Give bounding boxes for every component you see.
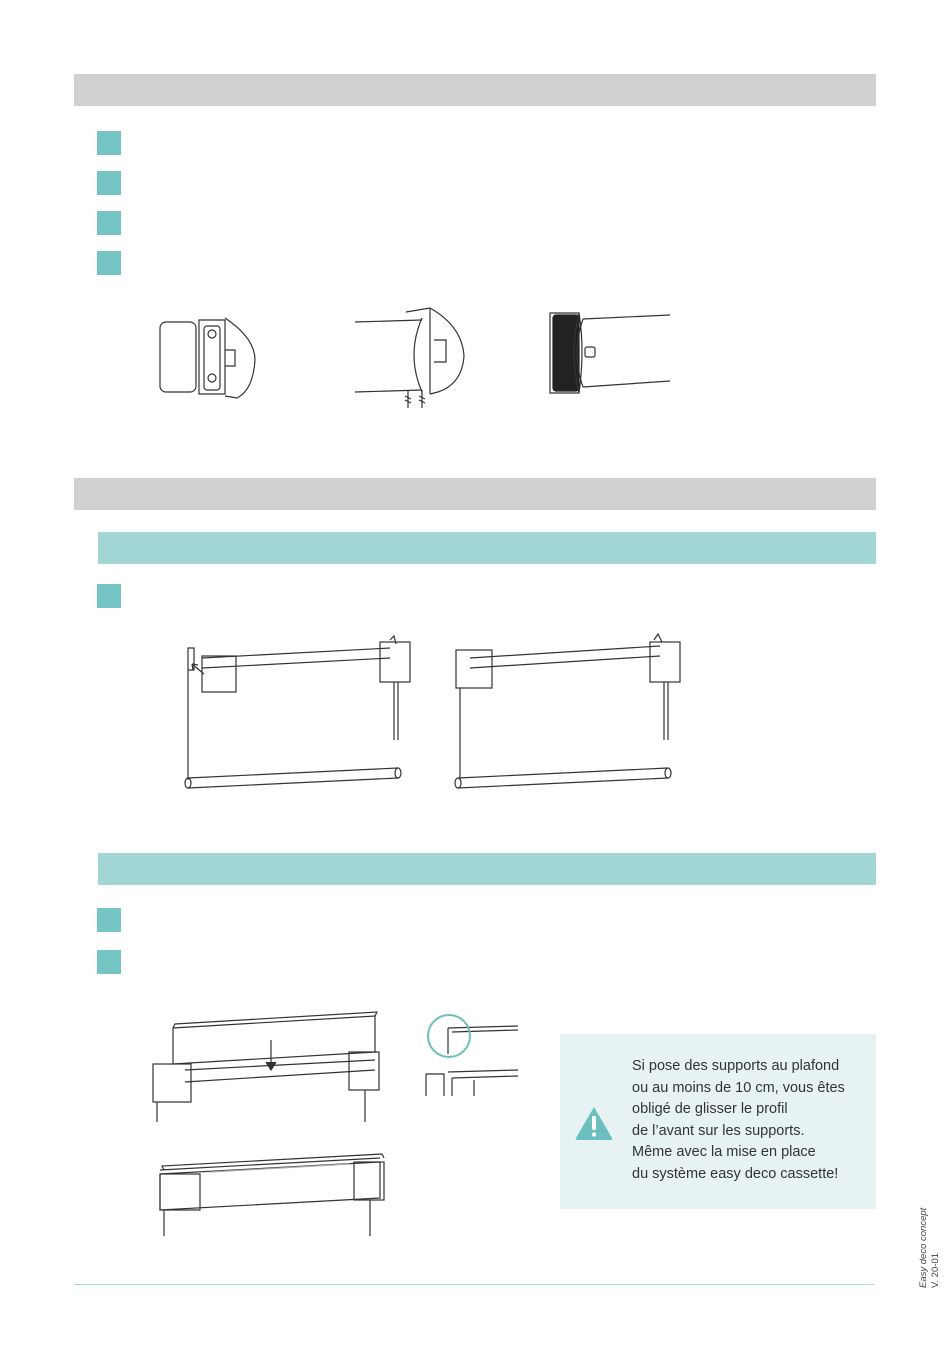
roller-cap-illustration	[545, 305, 675, 400]
warning-note-text: Si pose des supports au plafond ou au moins de 10 cm, vous êtes obligé de glisser le profil de l’avant sur les supports. Même avec la mise en place du système easy deco cassette!	[632, 1058, 845, 1182]
footer-version: V. 20-01	[930, 1252, 941, 1288]
step-marker	[97, 908, 121, 932]
subsection-header-bar	[98, 532, 876, 564]
step-marker	[97, 584, 121, 608]
step-marker	[97, 131, 121, 155]
section-header-bar	[74, 74, 876, 106]
step-marker	[97, 950, 121, 974]
cassette-profile-illustration	[145, 1008, 395, 1128]
footer-brand: Easy deco concept	[918, 1207, 929, 1288]
cassette-mounted-illustration	[150, 1148, 400, 1243]
profile-detail-illustration	[418, 1008, 528, 1103]
footer-divider	[74, 1284, 874, 1285]
section-header-bar	[74, 478, 876, 510]
roller-end-illustration	[350, 300, 480, 415]
step-marker	[97, 171, 121, 195]
step-marker	[97, 211, 121, 235]
roller-blind-illustration	[450, 630, 690, 800]
footer-version-block	[918, 1188, 942, 1288]
step-marker	[97, 251, 121, 275]
warning-note-box	[560, 1034, 876, 1209]
subsection-header-bar	[98, 853, 876, 885]
warning-icon	[574, 1104, 614, 1142]
bracket-illustration	[155, 310, 265, 405]
roller-blind-illustration	[180, 630, 420, 800]
